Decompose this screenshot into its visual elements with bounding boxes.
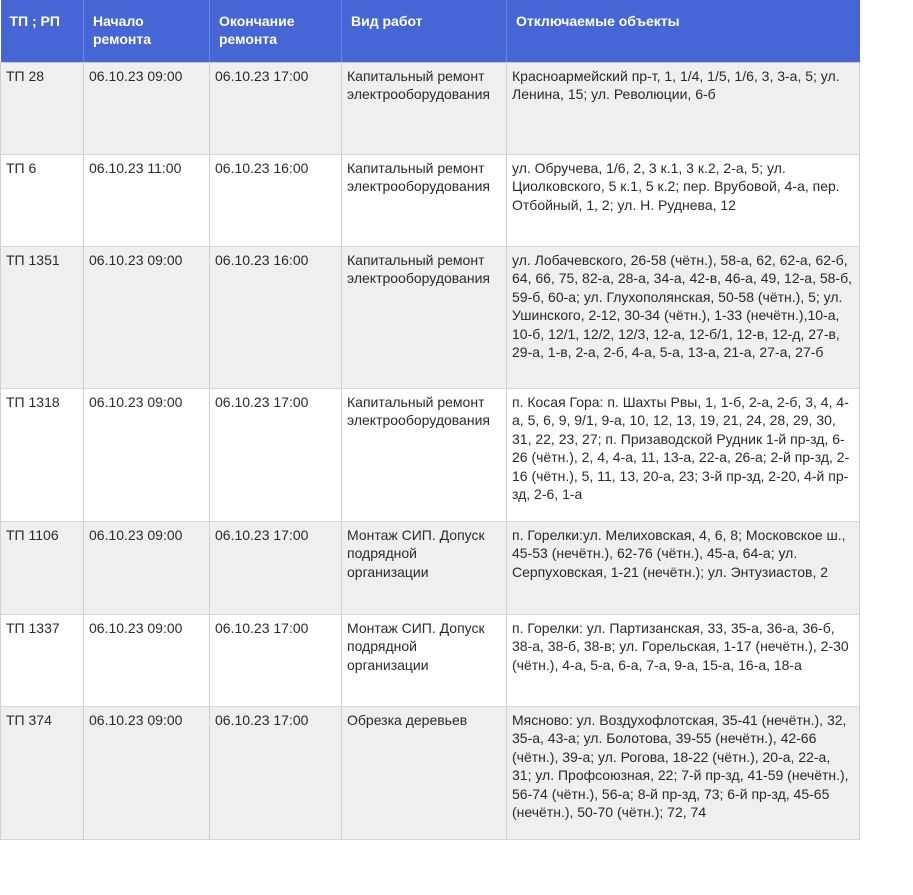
cell-objects: п. Косая Гора: п. Шахты Рвы, 1, 1-б, 2-а, 2-б, 3, 4, 4-а, 5, 6, 9, 9/1, 9-а, 10, 12, 13, 19, 21, 24, 28, 29, 30, 31, 22, 23, 27; п. Призаводской Рудник 1-й пр-зд, 6-26 (чётн.), 2, 4, 4-а, 11, 13-а, 22-а, 26-а; 2-й пр-зд, 2-16 (чётн.), 5, 11, 13, 20-а, 23; 3-й пр-зд, 2-20, 4-й пр-зд, 2-6, 1-а: [507, 389, 860, 522]
cell-objects: ул. Обручева, 1/6, 2, 3 к.1, 3 к.2, 2-а, 5; ул. Циолковского, 5 к.1, 5 к.2; пер. Врубовой, 4-а, пер. Отбойный, 1, 2; ул. Н. Руднева, 12: [507, 155, 860, 247]
cell-work-type: Обрезка деревьев: [342, 707, 507, 840]
cell-end: 06.10.23 17:00: [210, 63, 342, 155]
cell-end: 06.10.23 17:00: [210, 615, 342, 707]
cell-end: 06.10.23 17:00: [210, 707, 342, 840]
cell-start: 06.10.23 09:00: [84, 389, 210, 522]
cell-work-type: Монтаж СИП. Допуск подрядной организации: [342, 522, 507, 615]
table-body: [1, 63, 860, 840]
cell-tp: ТП 1351: [1, 247, 84, 389]
cell-objects: п. Горелки:ул. Мелиховская, 4, 6, 8; Московское ш., 45-53 (нечётн.), 62-76 (чётн.), 45-а, 64-а; ул. Серпуховская, 1-21 (нечётн.); ул. Энтузиастов, 2: [507, 522, 860, 615]
cell-start: 06.10.23 09:00: [84, 63, 210, 155]
cell-work-type: Капитальный ремонт электрооборудования: [342, 389, 507, 522]
header-end: Окончание ремонта: [210, 0, 342, 63]
header-row: [1, 0, 860, 63]
header-objects: Отключаемые объекты: [507, 0, 860, 63]
table-row: [1, 707, 860, 840]
cell-start: 06.10.23 09:00: [84, 247, 210, 389]
cell-work-type: Капитальный ремонт электрооборудования: [342, 155, 507, 247]
cell-work-type: Капитальный ремонт электрооборудования: [342, 247, 507, 389]
cell-start: 06.10.23 09:00: [84, 615, 210, 707]
header-start: Начало ремонта: [84, 0, 210, 63]
table-row: [1, 155, 860, 247]
table-row: [1, 522, 860, 615]
table-row: [1, 389, 860, 522]
cell-objects: Красноармейский пр-т, 1, 1/4, 1/5, 1/6, 3, 3-а, 5; ул. Ленина, 15; ул. Революции, 6-б: [507, 63, 860, 155]
cell-tp: ТП 1106: [1, 522, 84, 615]
cell-objects: Мясново: ул. Воздухофлотская, 35-41 (нечётн.), 32, 35-а, 43-а; ул. Болотова, 39-55 (нечётн.), 42-66 (чётн.), 39-а; ул. Рогова, 18-22 (чётн.), 20-а, 22-а, 31; ул. Профсоюзная, 22; 7-й пр-зд, 41-59 (нечётн.), 56-74 (чётн.), 56-а; 8-й пр-зд, 73; 6-й пр-зд, 45-65 (нечётн.), 50-70 (чётн.); 72, 74: [507, 707, 860, 840]
cell-objects: ул. Лобачевского, 26-58 (чётн.), 58-а, 62, 62-а, 62-б, 64, 66, 75, 82-а, 28-а, 34-а, 42-в, 46-а, 49, 12-а, 58-б, 59-б, 60-а; ул. Глухополянская, 50-58 (чётн.), 5; ул. Ушинского, 2-12, 30-34 (чётн.), 1-33 (нечётн.),10-а, 10-б, 12/1, 12/2, 12/3, 12-а, 12-б/1, 12-в, 12-д, 27-в, 29-а, 1-в, 2-а, 2-б, 4-а, 5-а, 13-а, 21-а, 27-а, 27-б: [507, 247, 860, 389]
cell-end: 06.10.23 17:00: [210, 389, 342, 522]
cell-start: 06.10.23 11:00: [84, 155, 210, 247]
cell-objects: п. Горелки: ул. Партизанская, 33, 35-а, 36-а, 36-б, 38-а, 38-б, 38-в; ул. Горельская, 1-17 (нечётн.), 2-30 (чётн.), 4-а, 5-а, 6-а, 7-а, 9-а, 15-а, 16-а, 18-а: [507, 615, 860, 707]
table-row: [1, 63, 860, 155]
cell-start: 06.10.23 09:00: [84, 707, 210, 840]
cell-tp: ТП 374: [1, 707, 84, 840]
cell-tp: ТП 1318: [1, 389, 84, 522]
cell-start: 06.10.23 09:00: [84, 522, 210, 615]
header-tp: ТП ; РП: [1, 0, 84, 63]
table-row: [1, 247, 860, 389]
cell-end: 06.10.23 17:00: [210, 522, 342, 615]
table-header: [1, 0, 860, 63]
table-row: [1, 615, 860, 707]
cell-tp: ТП 1337: [1, 615, 84, 707]
cell-end: 06.10.23 16:00: [210, 155, 342, 247]
cell-tp: ТП 6: [1, 155, 84, 247]
cell-tp: ТП 28: [1, 63, 84, 155]
cell-work-type: Капитальный ремонт электрооборудования: [342, 63, 507, 155]
header-work-type: Вид работ: [342, 0, 507, 63]
cell-end: 06.10.23 16:00: [210, 247, 342, 389]
cell-work-type: Монтаж СИП. Допуск подрядной организации: [342, 615, 507, 707]
